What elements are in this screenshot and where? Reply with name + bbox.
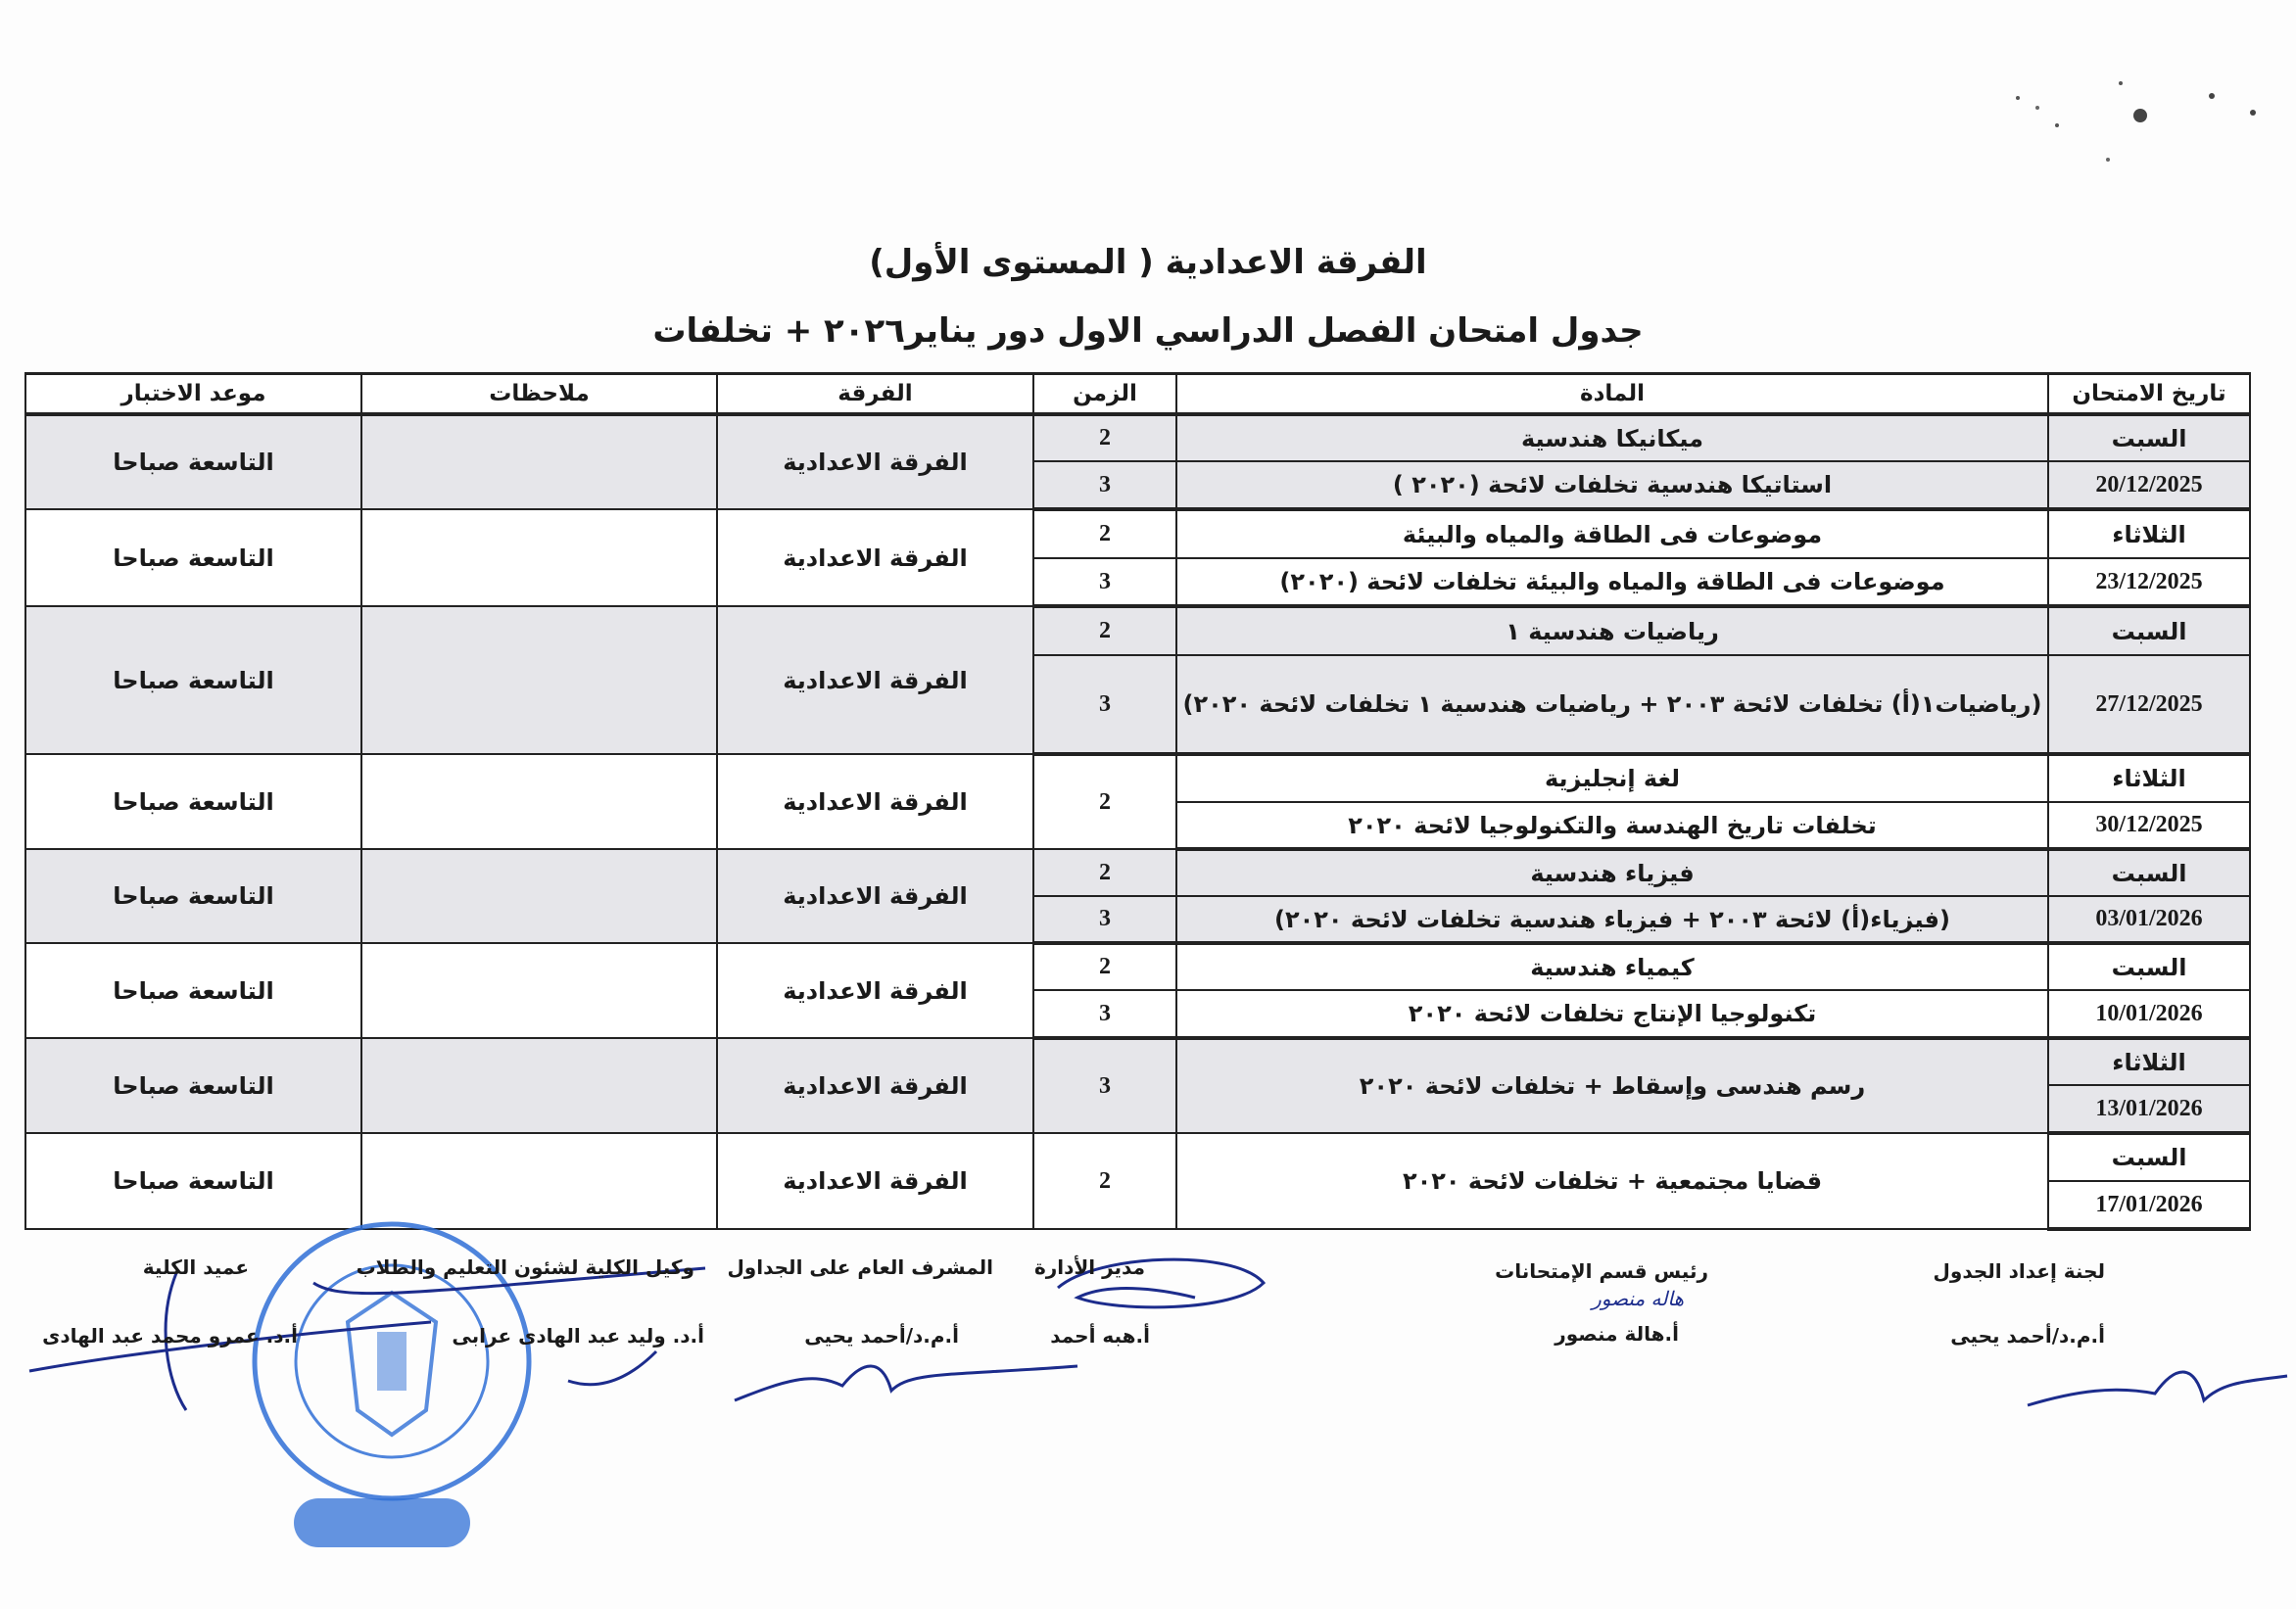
signature-scribble-committee — [2018, 1356, 2292, 1415]
subject: تخلفات تاريخ الهندسة والتكنولوجيا لائحة ٢٠٢٠ — [1176, 802, 2048, 849]
duration: 2 — [1033, 414, 1176, 461]
exam-time: التاسعة صباحا — [25, 943, 361, 1038]
division: الفرقة الاعدادية — [717, 1038, 1033, 1133]
exam-time: التاسعة صباحا — [25, 754, 361, 849]
subject: (فيزياء(أ) لائحة ٢٠٠٣ + فيزياء هندسية تخلفات لائحة ٢٠٢٠) — [1176, 896, 2048, 943]
signature-role-dean: عميد الكلية — [142, 1255, 249, 1279]
subject: موضوعات فى الطاقة والمياه والبيئة — [1176, 509, 2048, 558]
document-title: الفرقة الاعدادية ( المستوى الأول) — [869, 243, 1427, 282]
table-row — [25, 606, 2250, 655]
division: الفرقة الاعدادية — [717, 606, 1033, 754]
subject: تكنولوجيا الإنتاج تخلفات لائحة ٢٠٢٠ — [1176, 990, 2048, 1038]
notes — [361, 606, 717, 754]
exam-date: 30/12/2025 — [2048, 802, 2250, 849]
duration: 3 — [1033, 896, 1176, 943]
duration: 2 — [1033, 943, 1176, 990]
exam-day: السبت — [2048, 414, 2250, 461]
header-notes: ملاحظات — [361, 374, 717, 415]
division: الفرقة الاعدادية — [717, 1133, 1033, 1229]
header-exam-date: تاريخ الامتحان — [2048, 374, 2250, 415]
subject: (رياضيات١(أ) تخلفات لائحة ٢٠٠٣ + رياضيات هندسية ١ تخلفات لائحة ٢٠٢٠) — [1176, 655, 2048, 754]
exam-day: الثلاثاء — [2048, 509, 2250, 558]
signature-name-vice-dean: أ.د. وليد عبد الهادى عرابى — [452, 1324, 704, 1348]
subject: رسم هندسى وإسقاط + تخلفات لائحة ٢٠٢٠ — [1176, 1038, 2048, 1133]
table-row — [25, 1133, 2250, 1181]
subject: كيمياء هندسية — [1176, 943, 2048, 990]
exam-date: 13/01/2026 — [2048, 1085, 2250, 1133]
subject: رياضيات هندسية ١ — [1176, 606, 2048, 655]
exam-day: السبت — [2048, 849, 2250, 896]
exam-day: السبت — [2048, 943, 2250, 990]
notes — [361, 849, 717, 943]
signature-scribble-supervisor — [725, 1351, 1087, 1410]
division: الفرقة الاعدادية — [717, 849, 1033, 943]
division: الفرقة الاعدادية — [717, 943, 1033, 1038]
table-row — [25, 754, 2250, 802]
table-row — [25, 414, 2250, 461]
duration: 3 — [1033, 655, 1176, 754]
exam-time: التاسعة صباحا — [25, 1133, 361, 1229]
exam-day: الثلاثاء — [2048, 754, 2250, 802]
subject: ميكانيكا هندسية — [1176, 414, 2048, 461]
notes — [361, 943, 717, 1038]
handwritten-name-exams-head: هاله منصور — [1592, 1287, 1684, 1310]
signature-role-schedules-supervisor: المشرف العام على الجداول — [727, 1255, 993, 1279]
division: الفرقة الاعدادية — [717, 414, 1033, 509]
exam-date: 03/01/2026 — [2048, 896, 2250, 943]
exam-time: التاسعة صباحا — [25, 509, 361, 606]
signature-name-exams-head: أ.هالة منصور — [1555, 1322, 1679, 1346]
table-row — [25, 943, 2250, 990]
exam-time: التاسعة صباحا — [25, 606, 361, 754]
exam-time: التاسعة صباحا — [25, 849, 361, 943]
duration: 2 — [1033, 849, 1176, 896]
signature-name-schedule-committee: أ.م.د/أحمد يحيى — [1950, 1324, 2105, 1348]
duration: 2 — [1033, 606, 1176, 655]
header-division: الفرقة — [717, 374, 1033, 415]
notes — [361, 414, 717, 509]
subject: استاتيكا هندسية تخلفات لائحة (٢٠٢٠ ) — [1176, 461, 2048, 509]
table-row — [25, 509, 2250, 558]
signature-name-admin-director: أ.هبه أحمد — [1050, 1324, 1150, 1348]
duration: 2 — [1033, 754, 1176, 849]
table-row — [25, 1038, 2250, 1085]
duration: 3 — [1033, 1038, 1176, 1133]
duration: 3 — [1033, 990, 1176, 1038]
duration: 3 — [1033, 558, 1176, 606]
header-exam-time: موعد الاختبار — [25, 374, 361, 415]
exam-day: الثلاثاء — [2048, 1038, 2250, 1085]
exam-time: التاسعة صباحا — [25, 414, 361, 509]
header-duration: الزمن — [1033, 374, 1176, 415]
exam-date: 27/12/2025 — [2048, 655, 2250, 754]
scan-noise — [1949, 59, 2263, 166]
signature-role-exams-head: رئيس قسم الإمتحانات — [1495, 1259, 1708, 1283]
document-subtitle: جدول امتحان الفصل الدراسي الاول دور يناير٢٠٢٦ + تخلفات — [652, 311, 1644, 351]
notes — [361, 1038, 717, 1133]
subject: موضوعات فى الطاقة والمياه والبيئة تخلفات لائحة (٢٠٢٠) — [1176, 558, 2048, 606]
table-row — [25, 849, 2250, 896]
duration: 2 — [1033, 1133, 1176, 1229]
notes — [361, 754, 717, 849]
exam-date: 10/01/2026 — [2048, 990, 2250, 1038]
exam-date: 23/12/2025 — [2048, 558, 2250, 606]
exam-time: التاسعة صباحا — [25, 1038, 361, 1133]
duration: 2 — [1033, 509, 1176, 558]
signature-name-schedules-supervisor: أ.م.د/أحمد يحيى — [804, 1324, 959, 1348]
signature-role-vice-dean: وكيل الكلية لشئون التعليم والطلاب — [356, 1255, 694, 1279]
subject: فيزياء هندسية — [1176, 849, 2048, 896]
signature-name-dean: أ.د. عمرو محمد عبد الهادى — [42, 1324, 298, 1348]
division: الفرقة الاعدادية — [717, 509, 1033, 606]
header-subject: المادة — [1176, 374, 2048, 415]
subject: قضايا مجتمعية + تخلفات لائحة ٢٠٢٠ — [1176, 1133, 2048, 1229]
exam-date: 20/12/2025 — [2048, 461, 2250, 509]
exam-day: السبت — [2048, 606, 2250, 655]
subject: لغة إنجليزية — [1176, 754, 2048, 802]
division: الفرقة الاعدادية — [717, 754, 1033, 849]
duration: 3 — [1033, 461, 1176, 509]
exam-date: 17/01/2026 — [2048, 1181, 2250, 1229]
exam-day: السبت — [2048, 1133, 2250, 1181]
exam-schedule-table — [24, 372, 2251, 1231]
signature-role-schedule-committee: لجنة إعداد الجدول — [1933, 1259, 2105, 1283]
notes — [361, 509, 717, 606]
signature-role-admin-director: مدير الأدارة — [1033, 1255, 1145, 1279]
